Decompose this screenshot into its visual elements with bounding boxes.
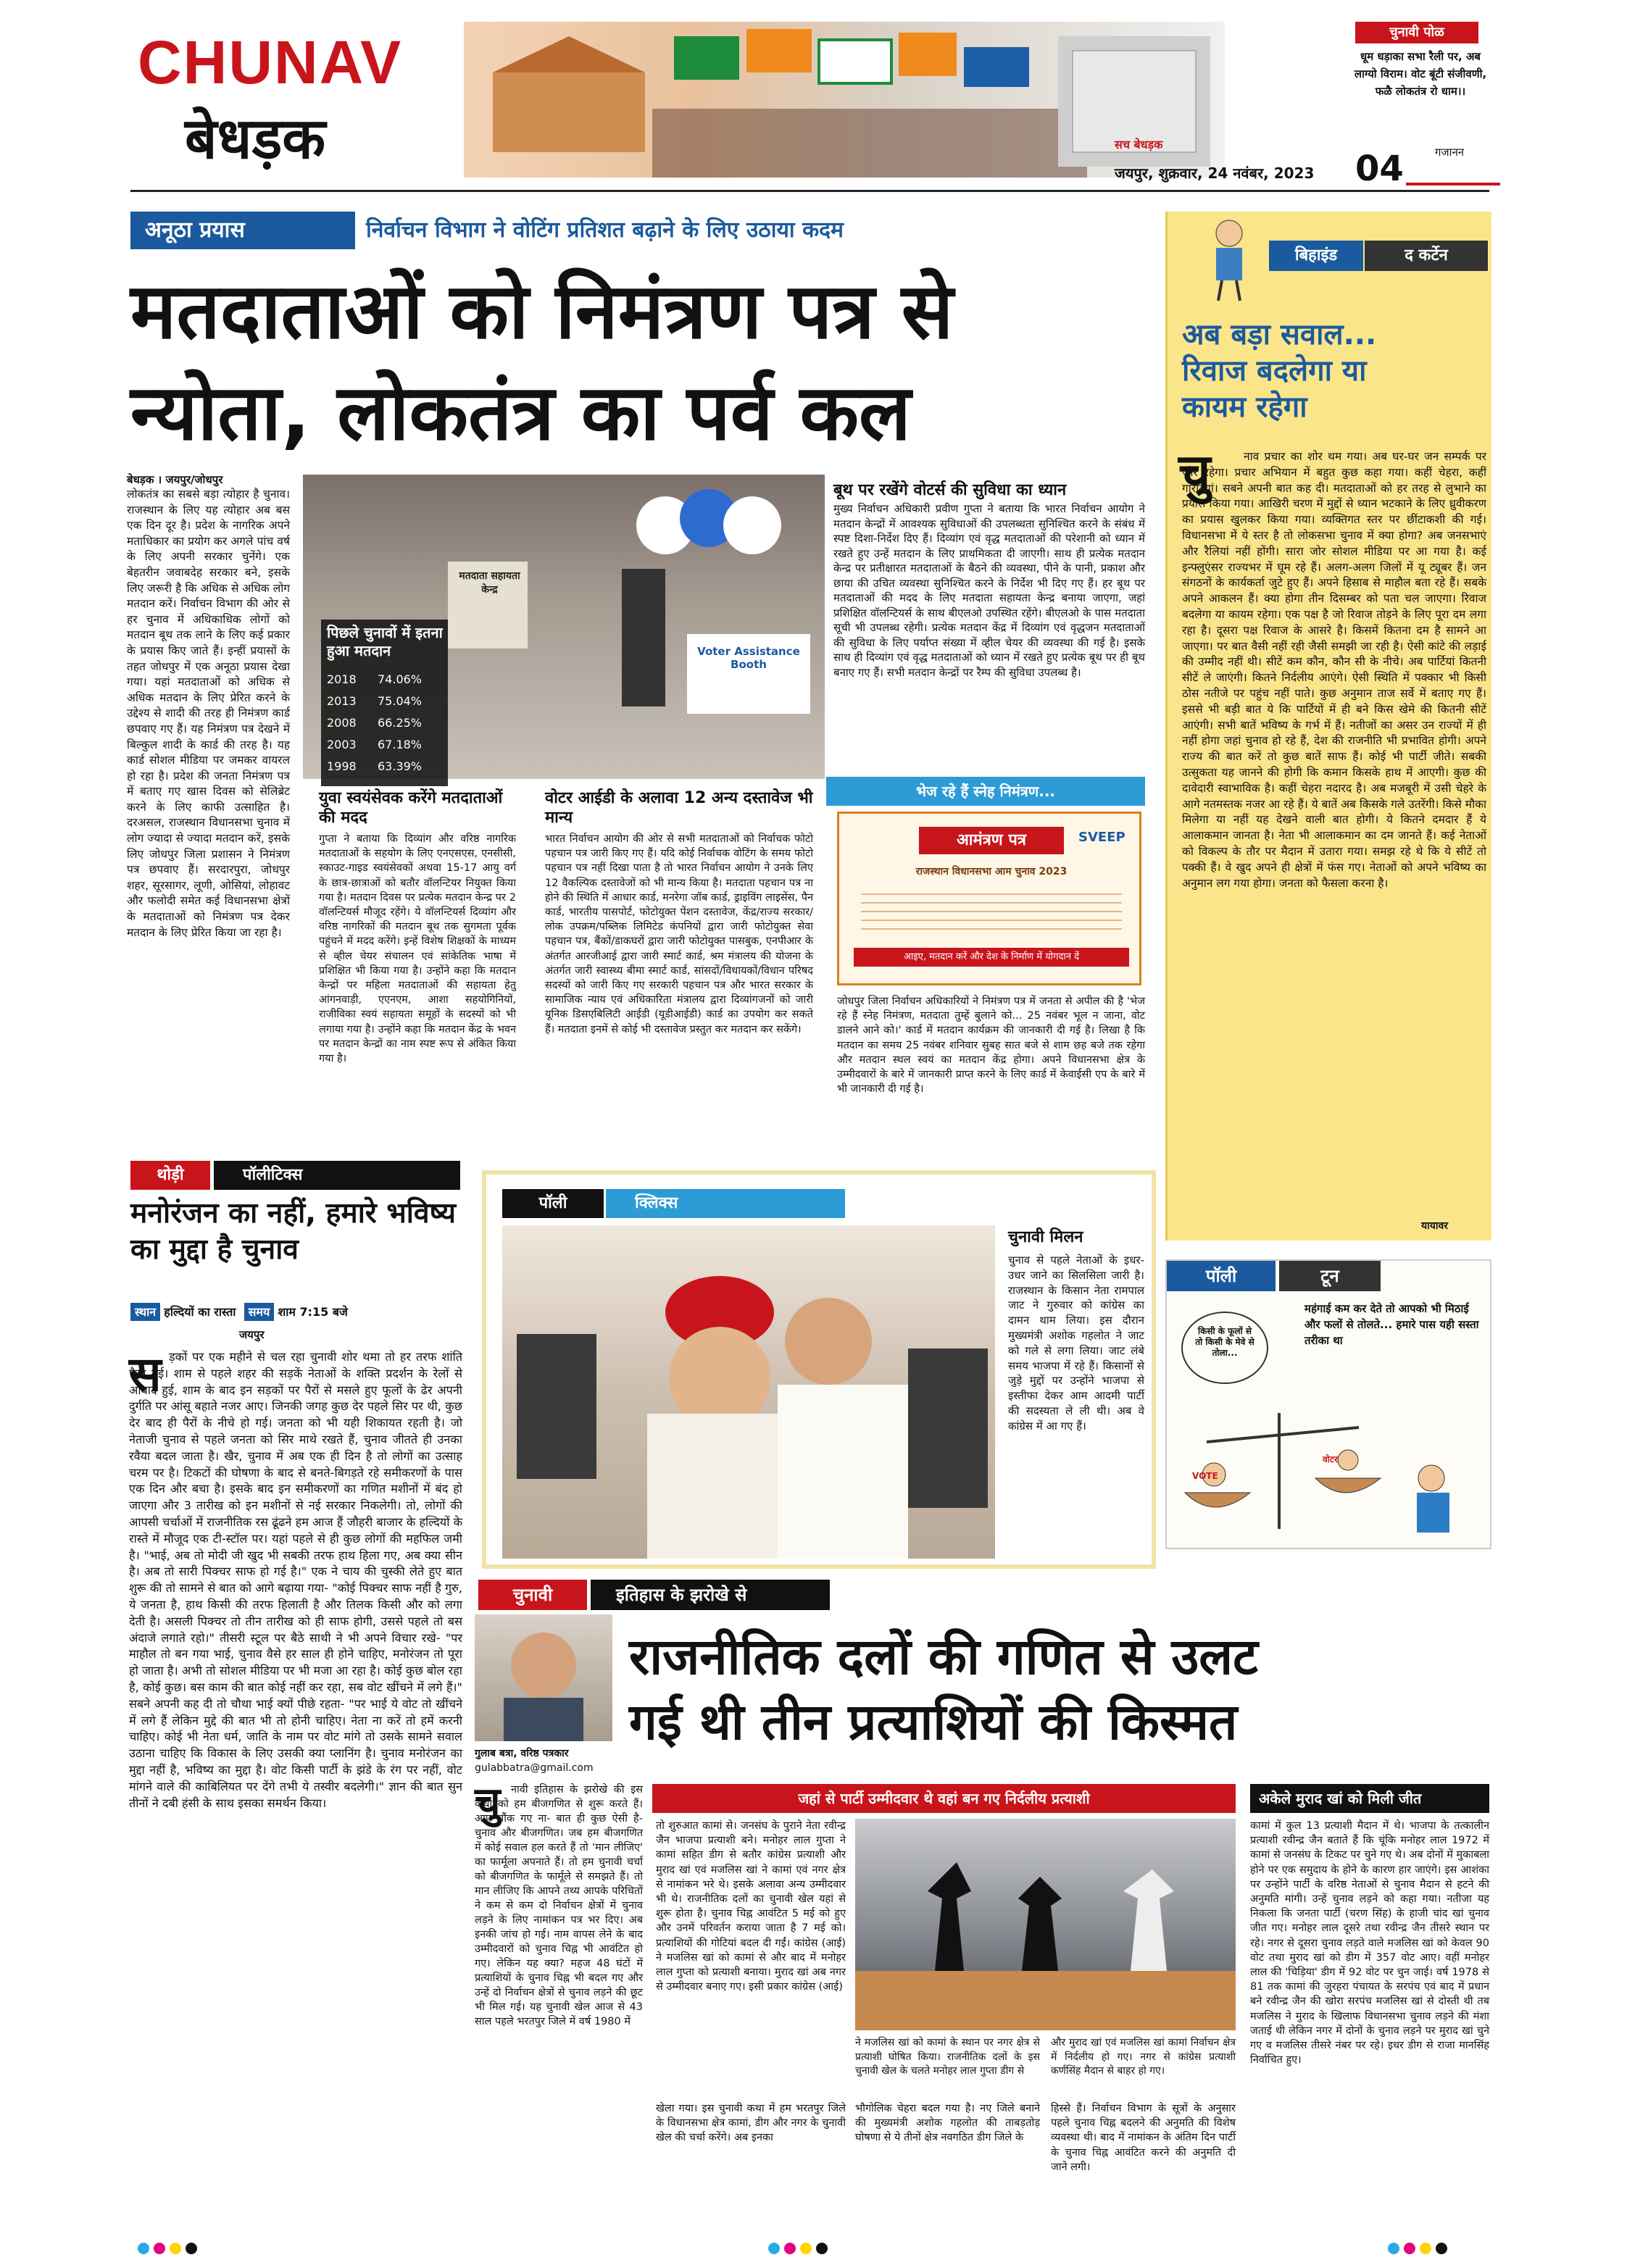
- dot-black: [816, 2243, 828, 2254]
- dot-yellow: [1420, 2243, 1431, 2254]
- cartoon-body: नाव प्रचार का शोर थम गया। अब घर-घर जन सम्पर्क पर जोर रहेगा। प्रचार अभियान में बहुत कुछ कहा गया। कहीं चेहरा, कहीं गारंटियां। सबने अपनी बात कह दी। मतदाताओं को हर तरह से लुभाने का प्रयास किया गया। आखिरी चरण में मुद्दों से ध्यान भटकाने के लिए ध्रुवीकरण का प्रयास खुलकर किया गया। व्यक्तिगत स्तर पर छींटाकशी की गई। विधानसभा में ये स्तर है तो लोकसभा चुनाव में क्या होगा? अब जनसभाएं और रैलियां नहीं होंगी। सारा जोर सोशल मीडिया पर आ गया है। कई इन्फ्लुएंसर राज्यभर में घूम रहे हैं। अलग-अलग जिलों में यू ट्यूबर हैं। जन संगठनों के कार्यकर्ता जुटे हुए हैं। अपने हिसाब से माहौल बता रहे हैं। सबके अपने आकलन हैं। क्या होगा तीन दिसम्बर को पता चल जाएगा। रिवाज बदलेगा या कायम रहेगा। एक पक्ष है जो रिवाज तोड़ने के लिए पूरा दम लगा रहा है। दूसरा पक्ष रिवाज के आसरे है। किसमें कितना दम है सामने आ जाएगा। पर बात वैसी नहीं रही जैसी समझी जा रही है। ऐसी कांटे की लड़ाई की उम्मीद नहीं थी। सीटें कम कौन, कौन सी के नीचे। अब पार्टियां कितनी सीटें ले जाएंगी। कितने निर्दलीय आएंगे। ऐसी स्थिति में पक्कार भी किसी ठोस नतीजे पर पहुंच नहीं पाते। कुछ अनुमान ताज सर्वे में बताए गए हैं। इससे भी बड़ी बात ये कि पार्टियों में ही बने किस खेमे की कितनी सीटें आएंगी। सभी बातें भविष्य के गर्भ में हैं। नतीजों का असर उन राज्यों में ही नहीं होगा जहां चुनाव हो रहे हैं, देश की राजनीति भी प्रभावित होगी। अपने राज्य की बात करें तो कुछ बातें साफ हैं। कोई भी पार्टी जीते। सबकी उत्सुकता यह जानने की होगी कि कमान किसके हाथ में आएगी। कुछ की दावेदारी स्वाभाविक है। कहीं चेहरा नदारद है। अब मजबूरी में उसी चेहरे के आगे नतमस्तक नजर आ रहे हैं। ये बातें अब किसके गले उतरेंगी। किसे मौका मिलेगा या नहीं यह देखने वाली बात होगी। ये कितने दमदार हैं ये आलाकमान जानता है। नेता भी आलाकमान का दम जानते हैं। कई नेताओं को विकल्प के तौर पर मैदान में उतारा गया। समझ रहे थे कि ये सीटें तो पक्की हैं। वे खुद अपने ही क्षेत्रों में फंस गए। नेताओं को अपने भविष्य का अनुमान लग गया होगा। जनता को फैसला करना है।: [1182, 450, 1486, 890]
- side-title: अकेले मुराद खां को मिली जीत: [1250, 1784, 1489, 1813]
- clicks-title: चुनावी मिलन: [1008, 1228, 1083, 1246]
- stats-year: 2003: [327, 738, 357, 751]
- side-body: कामां में कुल 13 प्रत्याशी मैदान में थे। भाजपा के तत्कालीन प्रत्याशी रवीन्द्र जैन बताते हैं कि चूंकि मनोहर लाल 1972 में कामां से जनसंघ के टिकट पर चुने गए थे। अब दोनों में मुकाबला होने पर एक समुदाय के होने के कारण हार जाएंगे। इस आशंका पर उन्होंने पार्टी के वरिष्ठ नेताओं से चुनाव मैदान से हटने की अनुमति मांगी। उन्हें चुनाव लड़ने को कहा गया। नतीजा यह निकला कि जनता पार्टी (चरण सिंह) के हाजी चांद खां चुनाव जीत गए। मनोहर लाल दूसरे तथा रवीन्द्र जैन तीसरे स्थान पर रहे। नगर से दूसरा चुनाव लड़ते वाले मजलिस खां को केवल 90 वोट तथा मुराद खां को डीग में 357 वोट आए। वहीं मनोहर लाल की 'चिड़िया' डीग में 92 वोट पर चुन जाई। वर्ष 1978 से 81 तक कामां की जुरहरा पंचायत के सरपंच एवं बाद में प्रधान बने रवीन्द्र जैन की खोरा सरपंच मजलिस खां से दोस्ती थी तब मजलिस ने मुराद के खिलाफ विधानसभा चुनाव लड़ने की मंशा जताई थी लेकिन नगर में दोनों के चुनाव लड़ने पर मुराद खां चुने गए व मजलिस तीसरे नंबर पर रहे। इधर डीग से राजा मानसिंह निर्वाचित हुए।: [1250, 1820, 1489, 2067]
- cartoon-dropcap: चु: [1178, 443, 1211, 502]
- masthead: [130, 22, 1504, 189]
- lead-photo: [303, 475, 825, 779]
- stats-value: 75.04%: [378, 694, 423, 708]
- stats-value: 67.18%: [378, 738, 423, 751]
- invite-card-brand: SVEEP: [1078, 830, 1125, 845]
- place-value: हल्दियों का रास्ता: [164, 1305, 236, 1319]
- author-email: gulabbatra@gmail.com: [475, 1762, 594, 1774]
- youth-body: गुप्ता ने बताया कि दिव्यांग और वरिष्ठ नागरिक मतदाताओं के सहयोग के लिए एनएसएस, एनसीसी, स्काउट-गाइड स्वयंसेवकों अथवा 15-17 आयु वर्ग के छात्र-छात्राओं को बतौर वॉलन्टियर नियुक्त किया गया है। मतदान दिवस पर प्रत्येक मतदान केन्द्र पर 2 वॉलन्टियर्स मौजूद रहेंगे। ये वॉलन्टियर्स दिव्यांग और वरिष्ठ नागरिकों की मतदान बूथ तक सुगमता पूर्वक पहुंचने में मदद करेंगे। इन्हें विशेष शिक्षकों के माध्यम से व्हील चेयर संचालन एवं सांकेतिक भाषा में प्रशिक्षित भी किया गया है। उन्होंने कहा कि मतदान केन्द्रों पर महिला मतदाताओं की सहायता हेतु आंगनवाड़ी, एएनएम, आशा सहयोगिनियों, राजीविका स्वयं सहायता समूहों के सदस्यों को भी लगाया गया है। उन्होंने कहा कि मतदान केंद्र के भवन पर मतदान केन्द्रों का नाम स्पष्ट रूप से अंकित किया गया है।: [319, 833, 516, 1065]
- poli-toon-tag: पॉली: [1167, 1261, 1276, 1291]
- dot-magenta: [154, 2243, 165, 2254]
- stats-row: [327, 691, 446, 712]
- lead-tag: अनूठा प्रयास: [130, 212, 355, 249]
- history-bottom-2: भौगोलिक चेहरा बदल गया है। नए जिले बनाने की मुख्यमंत्री अशोक गहलोत की ताबड़तोड़ घोषणा से ये तीनों क्षेत्र नवगठित डीग जिले के: [855, 2103, 1040, 2144]
- color-dots-right: [1388, 2243, 1452, 2257]
- toon-art: [1170, 1398, 1489, 1543]
- dot-black: [186, 2243, 197, 2254]
- masthead-logo-bottom: बेधड़क: [185, 107, 326, 172]
- history-band: जहां से पार्टी उम्मीदवार थे वहां बन गए निर्दलीय प्रत्याशी: [652, 1784, 1236, 1813]
- lead-byline: बेधड़क । जयपुर/जोधपुर: [127, 473, 223, 486]
- invite-card-title: आमंत्रण पत्र: [919, 827, 1064, 854]
- pol-author: गजानन: [1435, 146, 1465, 159]
- history-headline-2: गई थी तीन प्रत्याशियों की किस्मत: [629, 1693, 1238, 1751]
- history-bottom-3: हिस्से हैं। निर्वाचन विभाग के सूत्रों के अनुसार पहले चुनाव चिह्न बदलने की अनुमति की विशेष व्यवस्था थी। बाद में नामांकन के अंतिम दिन पार्टी के चुनाव चिह्न आवंटित करने की अनुमति दी जाने लगी।: [1051, 2103, 1236, 2173]
- history-bottom-1: खेला गया। इस चुनावी कथा में हम भरतपुर जिले के विधानसभा क्षेत्र कामां, डीग और नगर के चुनावी खेल की चर्चा करेंगे। अब इनका: [656, 2103, 846, 2144]
- politics-tag: थोड़ी: [130, 1161, 210, 1190]
- masthead-divider: [130, 190, 1489, 192]
- stats-row: [327, 669, 446, 691]
- stats-year: 1998: [327, 759, 357, 773]
- chess-caption-2: और मुराद खां एवं मजलिस खां कामां निर्वाचन क्षेत्र में निर्दलीय हो गए। नगर से कांग्रेस प्रत्याशी कर्णसिंह मैदान से बाहर हो गए।: [1051, 2037, 1236, 2077]
- stats-row: [327, 756, 446, 777]
- author-photo: [475, 1614, 612, 1741]
- stats-box: [321, 620, 448, 786]
- invite-card: [837, 812, 1141, 985]
- author-photo-art: [475, 1614, 612, 1741]
- stats-year: 2018: [327, 672, 357, 686]
- cartoon-title: अब बड़ा सवाल... रिवाज बदलेगा या कायम रहेगा: [1182, 318, 1377, 424]
- masthead-collage: [464, 22, 1225, 178]
- stats-list: [327, 669, 446, 777]
- toon-label-vote: VOTE: [1192, 1471, 1218, 1481]
- stats-row: [327, 712, 446, 734]
- cartoon-tag2: द कर्टेन: [1365, 241, 1488, 271]
- history-body: नावी इतिहास के झरोखे की इस कथा को हम बीजगणित से शुरू करते हैं। आप चौंक गए ना- बात ही कुछ ऐसी है- चुनाव और बीजगणित। जब हम बीजगणित में कोई सवाल हल करते हैं तो 'मान लीजिए' का फार्मूला अपनाते हैं। तो हम चुनावी चर्चा को बीजगणित के फार्मूले से समझते हैं। तो मान लीजिए कि आपने तथ्य आपके परिचितों ने कम से कम दो निर्वाचन क्षेत्रों में चुनाव लड़ने के लिए नामांकन पत्र भर दिए। अब इनकी जांच हो गई। नाम वापस लेने के बाद उम्मीदवारों को चुनाव चिह्न भी आवंटित हो गए। लेकिन यह क्या? महज 48 घंटों में प्रत्याशियों के चुनाव चिह्न भी बदल गए और उन्हें दो निर्वाचन क्षेत्रों से चुनाव लड़ने की छूट भी मिल गई। यह चुनावी खेल आज से 43 साल पहले भरतपुर जिले में वर्ष 1980 में: [475, 1784, 643, 2027]
- time-label: समय: [244, 1303, 275, 1321]
- lead-body: लोकतंत्र का सबसे बड़ा त्योहार है चुनाव। राजस्थान के लिए यह त्योहार अब बस एक दिन दूर है। प्रदेश के नागरिक अपने मताधिकार का प्रयोग कर अगले पांच वर्ष के लिए अपनी सरकार चुनेंगे। एक बेहतरीन जवाबदेह सरकार बने, इसके लिए जरूरी है कि अधिक से अधिक लोग मतदान करें। निर्वाचन विभाग की ओर से हर चुनाव में अधिकाधिक लोगों को मतदान बूथ तक लाने के लिए कई प्रकार के प्रयास किए जाते हैं। इन्हीं प्रयासों के तहत जोधपुर में एक अनूठा प्रयास देखा गया। यहां मतदाताओं को अधिक से अधिक मतदान के लिए प्रेरित करने के उद्देश्य से शादी की तरह ही निमंत्रण कार्ड छपवाए गए हैं। यह निमंत्रण पत्र देखने में बिल्कुल शादी के कार्ड की तरह है। यह कार्ड सोशल मीडिया पर जमकर वायरल हो रहा है। प्रदेश की जनता निमंत्रण पत्र में बताए गए खास दिवस को सेलिब्रेट करने के लिए काफी उत्साहित है। दरअसल, राजस्थान विधानसभा चुनाव में लोग ज्यादा से ज्यादा मतदान करें, इसके लिए जोधपुर जिला प्रशासन ने निमंत्रण पत्र छपवाए हैं। सरदारपुरा, जोधपुर शहर, सूरसागर, लूणी, ओसियां, लोहावट और फलोदी समेत कई विधानसभा क्षेत्रों के मतदाताओं को निमंत्रण पत्र देकर मतदान के लिए प्रेरित किया जा रहा है।: [127, 488, 290, 939]
- invite-card-lines: [861, 886, 1122, 937]
- politics-meta: [130, 1301, 464, 1324]
- brand-small: सच बेधड़क: [1115, 138, 1163, 151]
- pol-box: [1239, 22, 1500, 123]
- poli-toon-tag2: टून: [1279, 1261, 1381, 1291]
- youth-title: युवा स्वयंसेवक करेंगे मतदाताओं की मदद: [319, 789, 503, 827]
- voterid-title: वोटर आईडी के अलावा 12 अन्य दस्तावेज भी मान्य: [545, 789, 813, 827]
- stats-value: 66.25%: [378, 716, 423, 730]
- poli-clicks: [482, 1170, 1156, 1569]
- voterid-body: भारत निर्वाचन आयोग की ओर से सभी मतदाताओं को निर्वाचक फोटो पहचान पत्र जारी किए गए हैं। यदि कोई निर्वाचक वोटिंग के समय फोटो पहचान पत्र नहीं दिखा पाता है तो भारत निर्वाचन आयोग ने उनके लिए 12 वैकल्पिक दस्तावेजों को भी मान्य किया है। मतदाता पहचान पत्र ना होने की स्थिति में आधार कार्ड, मनरेगा जॉब कार्ड, ड्राइविंग लाइसेंस, पैन कार्ड, भारतीय पासपोर्ट, फोटोयुक्त पेंशन दस्तावेज, केंद्र/राज्य सरकार/लोक उपक्रम/पब्लिक लिमिटेड कंपनियों द्वारा जारी फोटोयुक्त सेवा पहचान पत्र, बैंकों/डाकघरों द्वारा जारी फोटोयुक्त पासबुक, एनपीआर के अंतर्गत आरजीआई द्वारा जारी स्मार्ट कार्ड, श्रम मंत्रालय की योजना के अंतर्गत जारी स्वास्थ्य बीमा स्मार्ट कार्ड, सांसदों/विधायकों/विधान परिषद सदस्यों को जारी किए गए सरकारी पहचान पत्र और भारत सरकार के सामाजिक न्याय एवं अधिकारिता मंत्रालय द्वारा दिव्यांगजनों को जारी यूनिक डिसएबिलिटी आईडी (यूडीआईडी) कार्ड का उपयोग कर सकते हैं। मतदाता इनमें से कोई भी दस्तावेज प्रस्तुत कर मतदान कर सकेंगे।: [545, 833, 813, 1035]
- cartoon-character: [1197, 215, 1262, 302]
- time-value: शाम 7:15 बजे: [278, 1305, 348, 1319]
- history-col2: तो शुरुआत कामां से। जनसंघ के पुराने नेता रवीन्द्र जैन भाजपा प्रत्याशी बने। मनोहर लाल गुप्ता ने कामां सहित डीग से बतौर कांग्रेस प्रत्याशी और मुराद खां एवं मजलिस खां ने कामां एवं नगर क्षेत्र से नामांकन भरे थे। इसके अलावा अन्य उम्मीदवार भी थे। राजनीतिक दलों का चुनावी खेल यहां से शुरू होता है। चुनाव चिह्न आवंटित 5 मई को हुए और उनमें परिवर्तन कराया जाता है 7 मई को। प्रत्याशियों की गोटियां बदल दी गईं। कांग्रेस (आई) ने मजलिस खां को कामां से और बाद में मनोहर लाल गुप्ता को प्रत्याशी बनाया। मुराद खां अब नगर से उम्मीदवार बनाए गए। इसी प्रकार कांग्रेस (आई): [656, 1820, 846, 1993]
- pol-text: धूम धड़ाका सभा रैली पर, अब लाग्यो विराम। वोट बूंटी संजीवणी, फळै लोकतंत्र रो धाम।।: [1354, 50, 1487, 98]
- photo-banner: Voter Assistance Booth: [697, 645, 800, 671]
- invite-caption: जोधपुर जिला निर्वाचन अधिकारियों ने निमंत्रण पत्र में जनता से अपील की है 'भेज रहे हैं स्नेह निमंत्रण, मतदाता तुम्हें बुलाने को... 25 नवंबर भूल न जाना, वोट डालने आने को।' कार्ड में मतदान कार्यक्रम की जानकारी दी गई है। लिखा है कि मतदान का समय 25 नवंबर शनिवार सुबह सात बजे से शाम छह बजे तक रहेगा और मतदान स्थल स्वयं का मतदान केंद्र होगा। अपने विधानसभा क्षेत्र के उम्मीदवारों के बारे में जानकारी प्राप्त करने के लिए कार्ड में केवाईसी एप के बारे में भी जानकारी दी गई है।: [837, 996, 1145, 1096]
- booth-title: बूथ पर रखेंगे वोटर्स की सुविधा का ध्यान: [833, 481, 1067, 499]
- clicks-tag: पॉली: [502, 1189, 604, 1218]
- dot-black: [1436, 2243, 1447, 2254]
- dateline: जयपुर, शुक्रवार, 24 नवंबर, 2023: [1115, 164, 1315, 182]
- lead-headline-1: मतदाताओं को निमंत्रण पत्र से: [130, 267, 954, 356]
- collage-art: [464, 22, 1225, 178]
- clicks-photo: [502, 1225, 995, 1559]
- page-number: 04: [1355, 149, 1404, 189]
- poli-toon: [1165, 1259, 1491, 1549]
- dot-cyan: [138, 2243, 149, 2254]
- dot-cyan: [1388, 2243, 1399, 2254]
- stats-value: 63.39%: [378, 759, 423, 773]
- stats-value: 74.06%: [378, 672, 423, 686]
- politics-city: जयपुर: [239, 1328, 265, 1341]
- stats-row: [327, 734, 446, 756]
- invite-card-line1: आइए, मतदान करें और देश के निर्माण में योगदान दें: [854, 948, 1129, 967]
- politics-dropcap: स: [129, 1346, 162, 1402]
- photo-sign: मतदाता सहायता केन्द्र: [459, 570, 520, 596]
- place-label: स्थान: [130, 1303, 160, 1321]
- clicks-photo-art: [502, 1225, 995, 1559]
- stats-year: 2008: [327, 716, 357, 730]
- cartoon-character-icon: [1197, 215, 1262, 302]
- history-headline-1: राजनीतिक दलों की गणित से उलट: [629, 1628, 1258, 1686]
- cartoon-tag: बिहाइंड: [1269, 241, 1363, 271]
- dot-yellow: [170, 2243, 181, 2254]
- toon-bubble-1: किसी के फूलों से तो किसी के मेवे से तोला...: [1181, 1312, 1268, 1384]
- clicks-body: चुनाव से पहले नेताओं के इधर-उधर जाने का सिलसिला जारी है। राजस्थान के किसान नेता रामपाल जाट ने गुरुवार को कांग्रेस का दामन थाम लिया। इस दौरान मुख्यमंत्री अशोक गहलोत ने जाट को गले से लगा लिया। जाट लंबे समय भाजपा में रहे हैं। किसानों से जुड़े मुद्दों पर उन्होंने भाजपा से इस्तीफा देकर आम आदमी पार्टी की सदस्यता ले ली थी। अब वे कांग्रेस में आ गए हैं।: [1008, 1254, 1144, 1433]
- stats-year: 2013: [327, 694, 357, 708]
- invite-card-sub: राजस्थान विधानसभा आम चुनाव 2023: [915, 866, 1068, 877]
- invite-title: भेज रहे हैं स्नेह निमंत्रण...: [826, 777, 1145, 806]
- dot-magenta: [784, 2243, 796, 2254]
- dot-cyan: [768, 2243, 780, 2254]
- history-dropcap: चु: [475, 1779, 501, 1826]
- politics-tag2: पॉलीटिक्स: [214, 1161, 460, 1190]
- chess-caption-1: ने मजलिस खां को कामां के स्थान पर नगर क्षेत्र से प्रत्याशी घोषित किया। राजनीतिक दलों के इस चुनावी खेल के चलते मनोहर लाल गुप्ता डीग से: [855, 2037, 1040, 2077]
- lead-headline-2: न्योता, लोकतंत्र का पर्व कल: [130, 368, 911, 457]
- color-dots-center: [768, 2243, 832, 2257]
- toon-label-voter: वोटर: [1323, 1454, 1338, 1464]
- politics-headline: मनोरंजन का नहीं, हमारे भविष्य का मुद्दा है चुनाव: [130, 1197, 456, 1266]
- stats-title: पिछले चुनावों में इतना हुआ मतदान: [327, 624, 443, 659]
- cartoon-sidebar: [1165, 212, 1491, 1241]
- dot-magenta: [1404, 2243, 1415, 2254]
- author-name: गुलाब बत्रा, वरिष्ठ पत्रकार: [475, 1748, 569, 1759]
- lead-kicker: निर्वाचन विभाग ने वोटिंग प्रतिशत बढ़ाने के लिए उठाया कदम: [366, 217, 844, 243]
- chess-photo-art: [855, 1819, 1236, 2030]
- history-tag: चुनावी: [478, 1580, 587, 1610]
- masthead-rule: [1406, 183, 1500, 185]
- cartoon-author: यायावर: [1421, 1220, 1449, 1232]
- chess-photo: [855, 1819, 1236, 2030]
- booth-body: मुख्य निर्वाचन अधिकारी प्रवीण गुप्ता ने बताया कि भारत निर्वाचन आयोग ने मतदान केन्द्रों में आवश्यक सुविधाओं की उपलब्धता सुनिश्चित करने के संबंध में स्पष्ट दिशा-निर्देश दिए हैं। दिव्यांग एवं वृद्ध मतदाताओं की परेशानी को ध्यान में रखते हुए उन्हें मतदान के लिए प्राथमिकता दी जाएगी। साथ ही प्रत्येक मतदान केन्द्र पर प्रतीक्षारत मतदाताओं के बैठने की व्यवस्था, पीने के पानी, प्रकाश और छाया की उचित व्यवस्था सुनिश्चित करने के निर्देश भी दिए गए हैं। हर बूथ पर मतदाताओं की मदद के लिए मतदाता सहायता केन्द्र बनाया जाएगा, जहां प्रशिक्षित वॉलन्टियर्स के साथ बीएलओ उपस्थित रहेंगे। बीएलओ के पास मतदाता सूची भी उपलब्ध रहेगी। प्रत्येक मतदान केंद्र में दिव्यांग एवं वृद्धजन मतदाताओं की सुविधा के लिए पर्याप्त संख्या में व्हील चेयर की व्यवस्था की गई है। इसके साथ ही दिव्यांग एवं वृद्ध मतदाताओं को ध्यान में रखते हुए प्रत्येक बूथ पर ही बूथ बनाए गए हैं। सभी मतदान केन्द्रों पर रैम्प की सुविधा उपलब्ध है।: [833, 502, 1145, 679]
- color-dots-left: [138, 2243, 201, 2257]
- masthead-logo-top: CHUNAV: [138, 28, 403, 96]
- politics-body: ड़कों पर एक महीने से चल रहा चुनावी शोर थमा तो हर तरफ शांति फैल गई। शाम से पहले शहर की सड़कें नेताओं के शक्ति प्रदर्शन के रेलों से आबाद हुई, शाम के बाद इन सड़कों पर पैरों से मसले हुए फूलों के ढेर अपनी दुर्गति पर आंसू बहाते नजर आए। जिनकी जगह कुछ देर पहले सिर पर थी, कुछ देर बाद ही पैरों के नीचे हो गई। जनता को भी यही शिकायत रहती है। जो नेताजी चुनाव से पहले जनता को सिर माथे रखते हैं, चुनाव जीतते ही उनका रवैया बदल जाता है। खैर, चुनाव में अब एक ही दिन है तो लोगों का उत्साह चरम पर है। टिकटों की घोषणा के बाद से बनते-बिगड़ते रहे समीकरणों के पास एक दिन और बचा है। इसके बाद इन समीकरणों का गणित मशीनों में बंद हो जाएगा और 3 तारीख को इन मशीनों से नई सरकार निकलेगी। तो, लोगों की आपसी चर्चाओं में राजनीतिक रस ढूंढने हम आज हैं जौहरी बाजार के हल्दियों के रास्ते में मौजूद एक टी-स्टॉल पर। यहां पहले से ही कुछ लोगों की महफिल जमी है। "भाई, अब तो मोदी जी खुद भी सबकी तरफ हाथ हिला गए, अब क्या सीन है। अब तो सारी पिक्चर साफ हो गई है।" एक ने चाय की चुस्की लेते हुए बात शुरू की तो सामने से बात को आगे बढ़ाया गया- "कोई पिक्चर साफ नहीं है गुरु, ये जनता है, हाथ किसी की तरफ हिलाती है और तिलक किसी और को लगा देती है। असली पिक्चर तो तीन तारीख को ही साफ होगी, उससे पहले तो बस अंदाजे लगाते रहो।" तीसरी स्टूल पर बैठे साथी ने भी अपने विचार रखे- "पर माहौल तो बन गया भाई, चुनाव वैसे हर साल ही होने चाहिए, मनोरंजन तो पूरा हो जाता है। अभी तो सोशल मीडिया पर भी मजा आ रहा है। कोई कुछ बोल रहा है, कोई कुछ। बस काम की बात कोई नहीं कर रहा, सब वोट खींचने में लगे हैं।" सबने अपनी कह दी तो चौथा भाई क्यों पीछे रहता- "पर भाई ये वोट तो खींचने में लगे हैं लेकिन मुद्दे की बात भी तो होनी चाहिए। नेता ना करें तो हमें करनी चाहिए। कोई भी नेता धर्म, जाति के नाम पर वोट मांगे तो उसके सामने सवाल उठाना चाहिए कि विकास के लिए उसकी क्या प्लानिंग है। चुनाव मनोरंजन का मुद्दा नहीं है, भविष्य का मुद्दा है। वोट किसी पार्टी के झंडे के रंग पर नहीं, वोट मांगने वाले की काबिलियत पर देंगे तभी ये तस्वीर बदलेगी।" ज्ञान की बात सुन तीनों ने दबी हंसी के साथ इसका समर्थन किया।: [129, 1350, 462, 1810]
- pol-title: चुनावी पोळ: [1355, 22, 1478, 43]
- dot-yellow: [800, 2243, 812, 2254]
- history-tag2: इतिहास के झरोखे से: [591, 1580, 830, 1610]
- clicks-tag2: क्लिक्स: [606, 1189, 845, 1218]
- toon-bubble-2: महंगाई कम कर देते तो आपको भी मिठाई और फलों से तोलते... हमारे पास यही सस्ता तरीका था: [1304, 1302, 1479, 1347]
